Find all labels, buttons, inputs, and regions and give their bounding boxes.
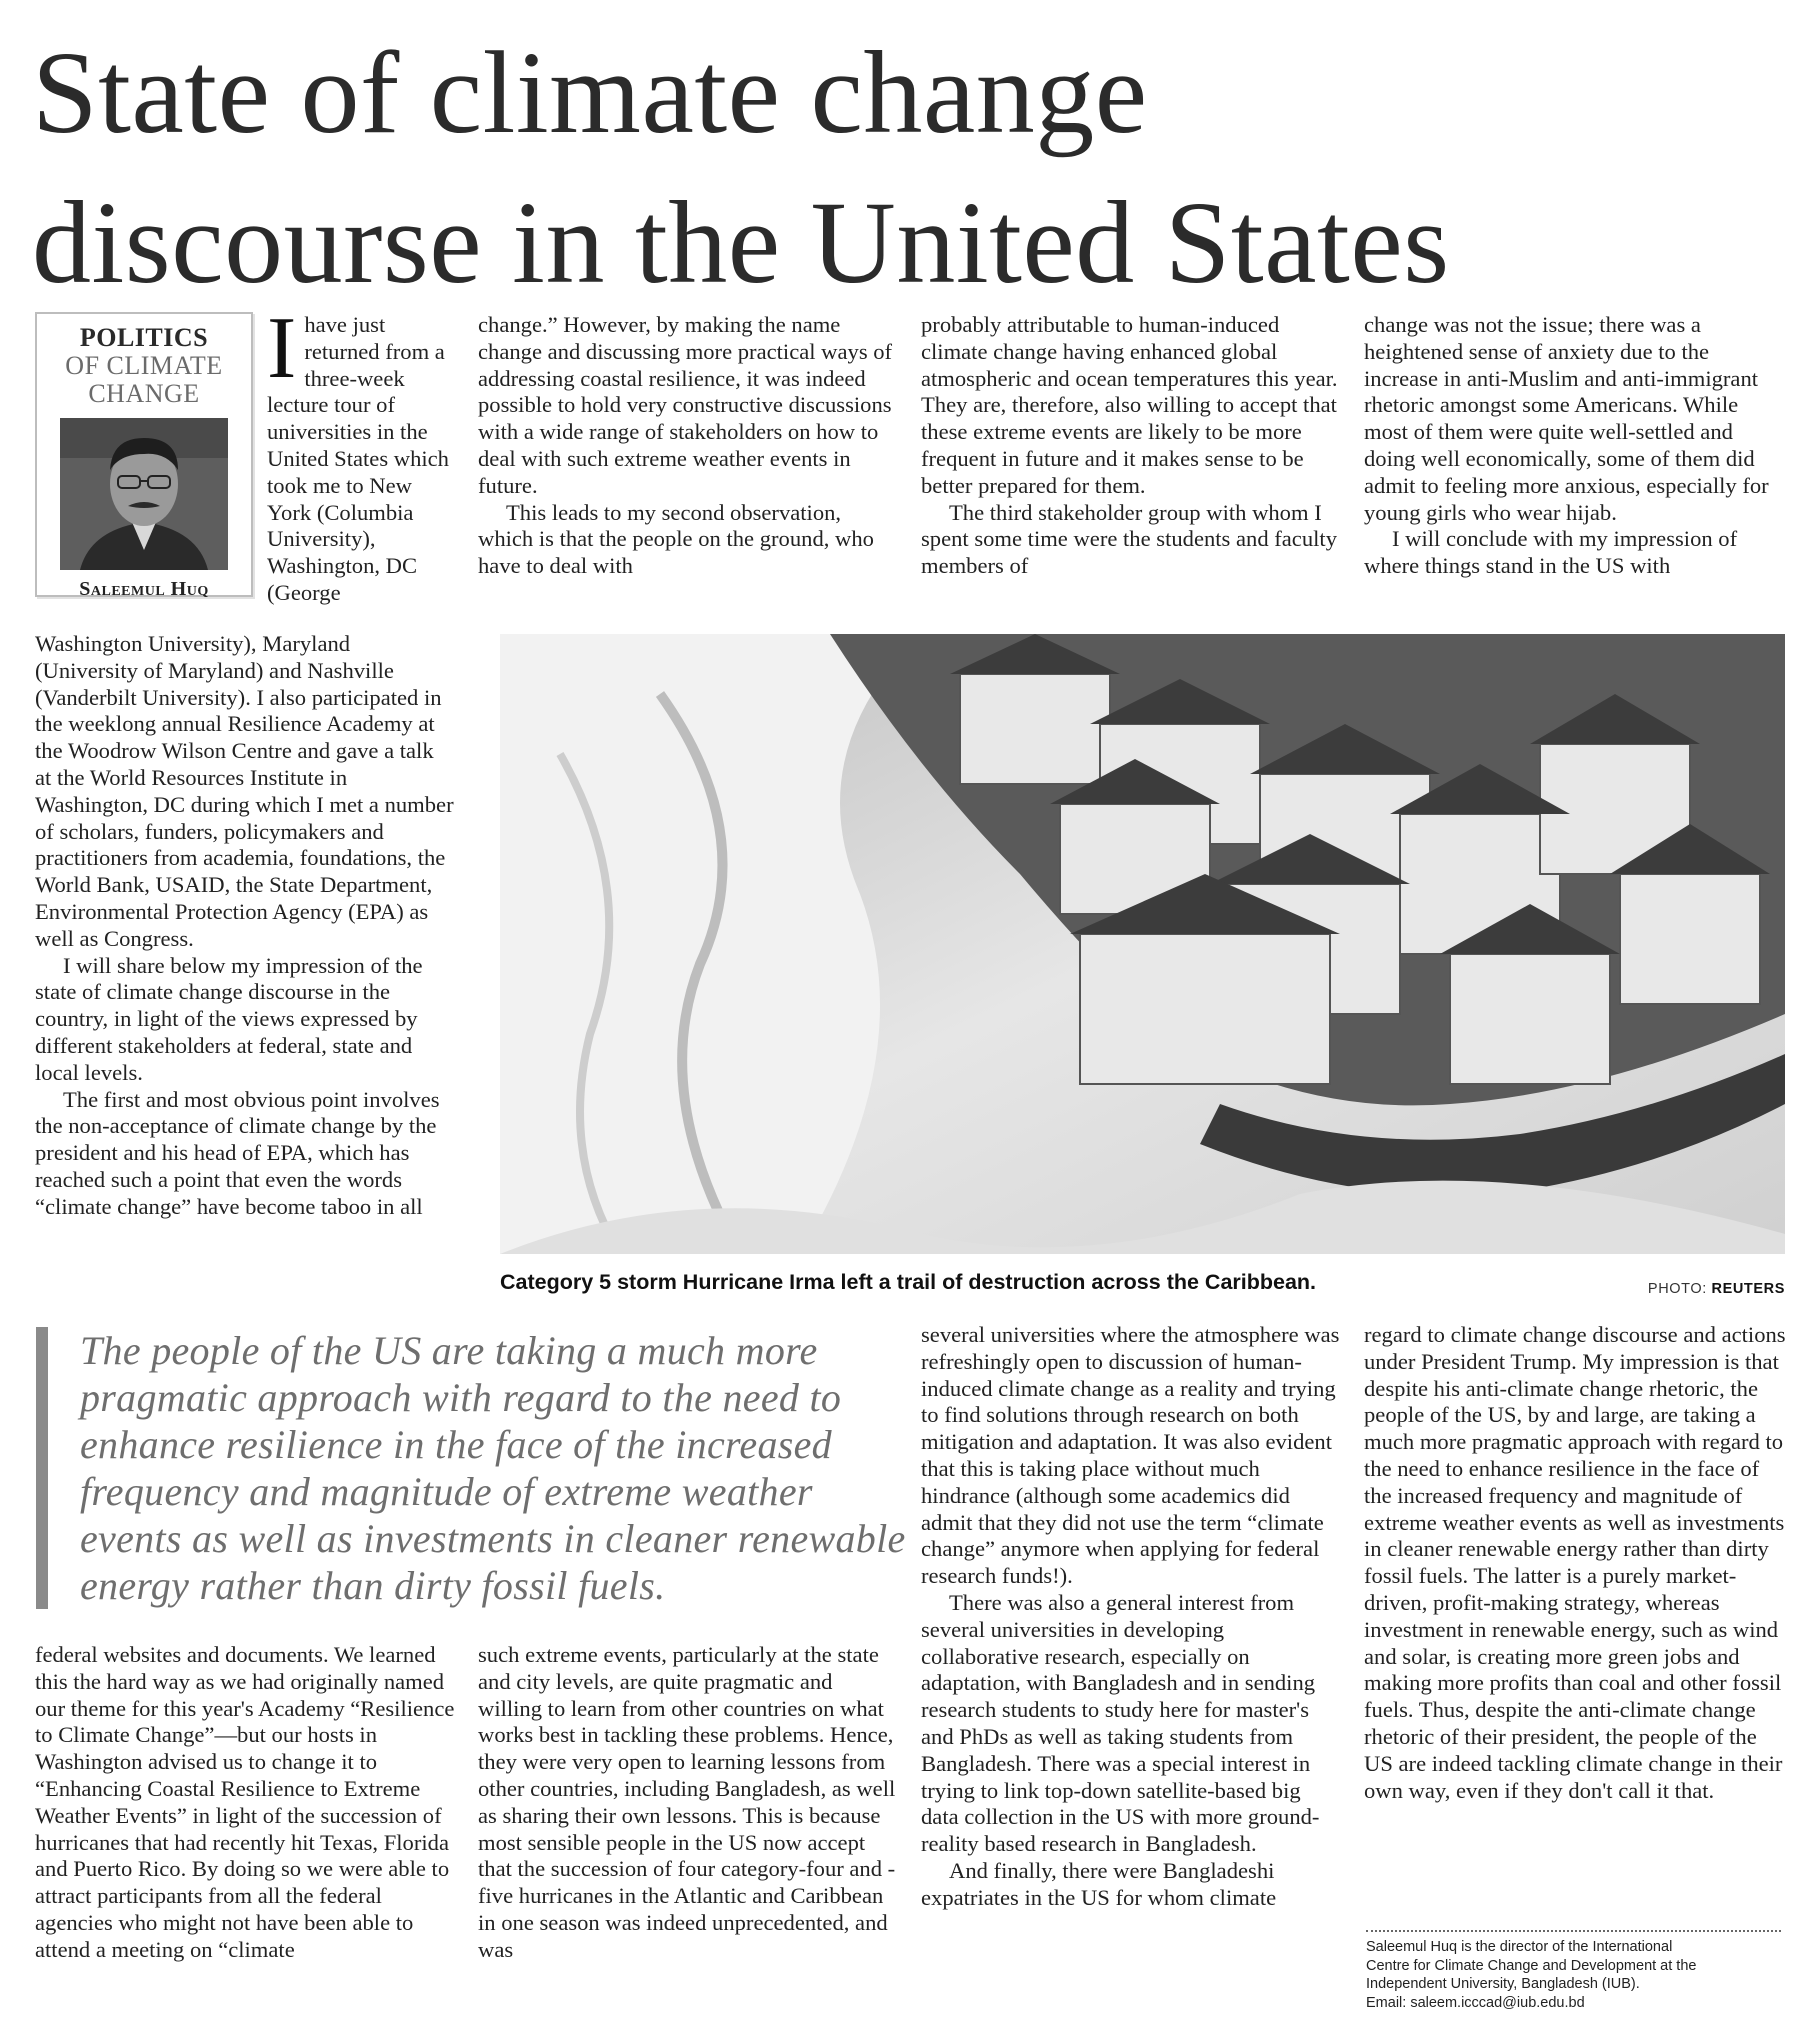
- pull-quote-text: The people of the US are taking a much more pragmatic approach with regard to the need to enhance resilience in the face of the increased frequency and magnitude of extreme weather events as well as investments in cleaner renewable energy rather than dirty fossil fuels.: [80, 1328, 906, 1608]
- column-4-bottom: [1364, 1322, 1786, 1924]
- photo-caption: Category 5 storm Hurricane Irma left a trail of destruction across the Caribbean.: [500, 1270, 1317, 1294]
- photo-credit: [1570, 1281, 1785, 1297]
- col3-top-paragraph-1: probably attributable to human-induced climate change having enhanced global atmospheric and ocean temperatures this year. They are, therefore, also willing to accept that these extreme events are likely to be more frequent in future and it makes sense to be better prepared for them.: [921, 312, 1338, 498]
- column-1-body: [35, 631, 455, 1301]
- col1-paragraph-2: I will share below my impression of the state of climate change discourse in the country, in light of the views expressed by different stakeholders at federal, state and local levels.: [35, 952, 423, 1085]
- bio-divider: [1366, 1930, 1781, 1932]
- pull-quote: [36, 1327, 906, 1609]
- column-3-top: [921, 312, 1341, 608]
- photo-credit-source: REUTERS: [1711, 1281, 1785, 1297]
- col2-top-paragraph-1: change.” However, by making the name change and discussing more practical ways of addressing coastal resilience, it was indeed possible to hold very constructive discussions with a wide range of stakeholders on how to deal with such extreme weather events in future.: [478, 312, 893, 498]
- col4-top-paragraph-2: I will conclude with my impression of where things stand in the US with: [1364, 526, 1738, 579]
- col1-bottom-paragraph-1: federal websites and documents. We learned this the hard way as we had originally named our theme for this year's Academy “Resilience to Climate Change”—but our hosts in Washington advised us to change it to “Enhancing Coastal Resilience to Extreme Weather Events” in light of the succession of hurricanes that had recently hit Texas, Florida and Puerto Rico. By doing so we were able to attract participants from all the federal agencies who might not have been able to attend a meeting on “climate: [35, 1642, 455, 1962]
- rubric-politics: POLITICS: [79, 323, 209, 352]
- column-4-top: [1364, 312, 1786, 608]
- intro-paragraph: [267, 312, 453, 634]
- col1-paragraph-1: Washington University), Maryland (University of Maryland) and Nashville (Vanderbilt University). I also participated in the weeklong annual Resilience Academy at the Woodrow Wilson Centre and gave a talk at the World Resources Institute in Washington, DC during which I met a number of scholars, funders, policymakers and practitioners from academia, foundations, the World Bank, USAID, the State Department, Environmental Protection Agency (EPA) as well as Congress.: [35, 631, 454, 951]
- col4-top-paragraph-1: change was not the issue; there was a heightened sense of anxiety due to the increase in anti-Muslim and anti-immigrant rhetoric amongst some Americans. While most of them were quite well-settled and doing well economically, some of them did admit to feeling more anxious, especially for young girls who wear hijab.: [1364, 312, 1769, 525]
- col3-bottom-paragraph-1: several universities where the atmosphere was refreshingly open to discussion of human-induced climate change as a reality and trying to find solutions through research on both mitigation and adaptation. It was also evident that this is taking place without much hindrance (although some academics did admit that they did not use the term “climate change” anymore when applying for federal research funds!).: [921, 1322, 1340, 1589]
- hurricane-photo: [500, 634, 1785, 1254]
- intro-text: have just returned from a three-week lecture tour of universities in the United States which took me to New York (Columbia University), Washington, DC (George: [267, 312, 449, 605]
- headline: [32, 18, 1772, 318]
- bio-line-3: Independent University, Bangladesh (IUB).: [1366, 1976, 1640, 1992]
- column-2-bottom: [478, 1642, 898, 2017]
- rubric-of-climate: OF CLIMATE: [65, 351, 223, 380]
- column-rubric-box: [35, 312, 253, 600]
- author-portrait-image: [60, 418, 228, 570]
- bio-email[interactable]: Email: saleem.icccad@iub.edu.bd: [1366, 1994, 1585, 2011]
- col3-bottom-paragraph-3: And finally, there were Bangladeshi expatriates in the US for whom climate: [921, 1857, 1277, 1910]
- col3-bottom-paragraph-2: There was also a general interest from several universities in developing collaborative research, especially on adaptation, with Bangladesh and in sending research students to study here for master's and PhDs as well as taking students from Bangladesh. There was a special interest in trying to link top-down satellite-based big data collection in the US with more ground-reality based research in Bangladesh.: [921, 1589, 1320, 1857]
- col1-paragraph-3: The first and most obvious point involves the non-acceptance of climate change by the president and his head of EPA, which has reached such a point that even the words “climate change” have become taboo in all: [35, 1086, 440, 1219]
- bio-line-1: Saleemul Huq is the director of the International: [1366, 1939, 1673, 1955]
- rubric-change: CHANGE: [88, 379, 200, 408]
- col3-top-paragraph-2: The third stakeholder group with whom I spent some time were the students and faculty members of: [921, 499, 1337, 579]
- column-2-top: [478, 312, 898, 608]
- headline-line-2: discourse in the United States: [32, 177, 1450, 308]
- col2-top-paragraph-2: This leads to my second observation, which is that the people on the ground, who have to deal with: [478, 499, 874, 579]
- author-bio: [1366, 1938, 1786, 2012]
- drop-cap: I: [267, 312, 297, 397]
- author-portrait: [60, 418, 228, 570]
- bio-line-2: Centre for Climate Change and Development at the: [1366, 1957, 1697, 1974]
- headline-line-1: State of climate change: [32, 27, 1148, 158]
- col2-bottom-paragraph-1: such extreme events, particularly at the state and city levels, are quite pragmatic and willing to learn from other countries on what works best in tackling these problems. Hence, they were very open to learning lessons from other countries, including Bangladesh, as well as sharing their own lessons. This is because most sensible people in the US now accept that the succession of four category-four and -five hurricanes in the Atlantic and Caribbean in one season was indeed unprecedented, and was: [478, 1642, 896, 1962]
- photo-credit-label: PHOTO:: [1647, 1281, 1707, 1297]
- column-3-bottom: [921, 1322, 1341, 2017]
- hurricane-photo-image: [500, 634, 1785, 1254]
- column-1-bottom: [35, 1642, 455, 2017]
- col4-bottom-paragraph-1: regard to climate change discourse and actions under President Trump. My impression is that despite his anti-climate change rhetoric, the people of the US, by and large, are taking a much more pragmatic approach with regard to the need to enhance resilience in the face of the increased frequency and magnitude of extreme weather events as well as investments in cleaner renewable energy rather than dirty fossil fuels. The latter is a purely market-driven, profit-making strategy, whereas investment in renewable energy, such as wind and solar, is creating more green jobs and making more profits than coal and other fossil fuels. Thus, despite the anti-climate change rhetoric of their president, the people of the US are indeed tackling climate change in their own way, even if they don't call it that.: [1364, 1322, 1786, 1803]
- author-byline: Saleemul Huq: [79, 578, 209, 600]
